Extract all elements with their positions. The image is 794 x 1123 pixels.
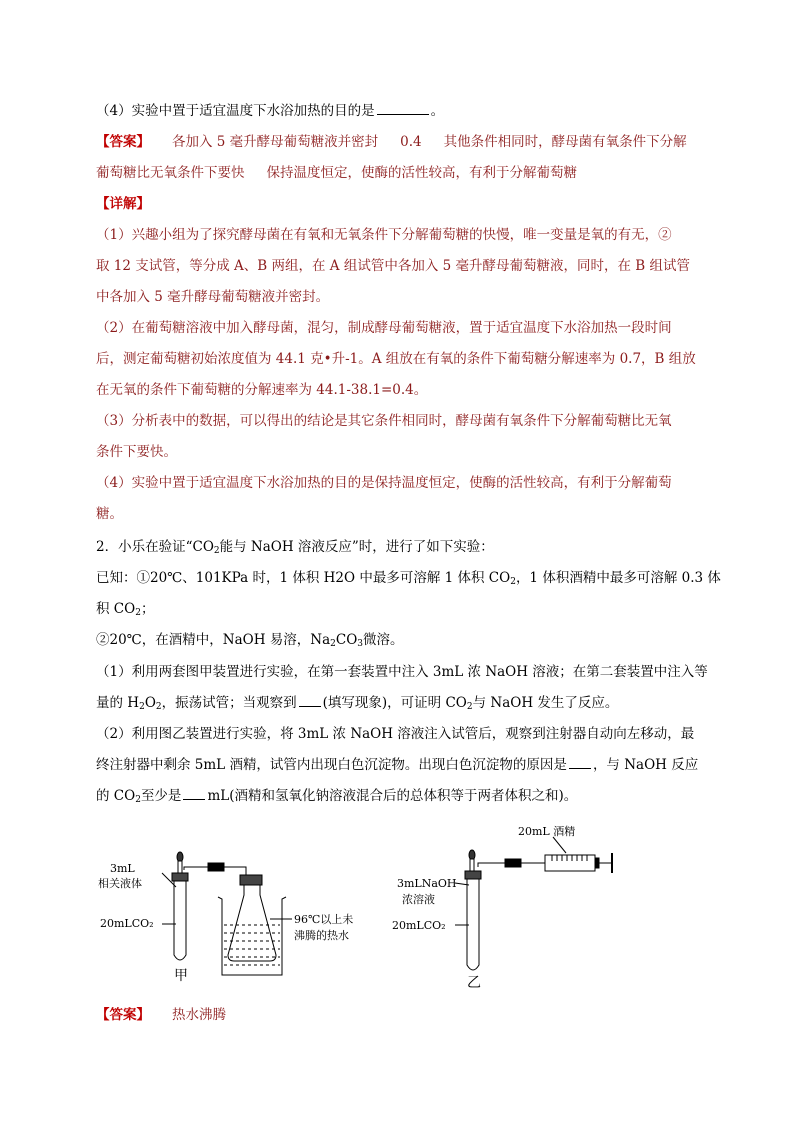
detail-line: 后，测定葡萄糖初始浓度值为 44.1 克•升-1。A 组放在有氧的条件下葡萄糖分解速率为 0.7，B 组放 xyxy=(96,351,696,367)
detail-line: （4）实验中置于适宜温度下水浴加热的目的是保持温度恒定，使酶的活性较高，有利于分解葡萄 xyxy=(96,475,672,491)
part-2-line-2: 终注射器中剩余 5mL 酒精，试管内出现白色沉淀物。出现白色沉淀物的原因是 ，与 NaOH 反应 xyxy=(96,757,699,773)
stopper xyxy=(172,873,188,881)
test-tube xyxy=(174,881,186,960)
hot-water xyxy=(224,925,280,965)
stopper xyxy=(465,871,481,879)
answer-blank xyxy=(377,102,429,115)
detail-line: 取 12 支试管，等分成 A、B 两组，在 A 组试管中各加入 5 毫升酵母葡萄糖液，同时，在 B 组试管 xyxy=(96,258,691,274)
part-2-line-1: （2）利用图乙装置进行实验，将 3mL 浓 NaOH 溶液注入试管后，观察到注射器自动向左移动，最 xyxy=(96,726,695,742)
beaker xyxy=(218,897,286,975)
yi-syringe-label: 20mL 酒精 xyxy=(518,825,576,838)
syringe-plunger-head xyxy=(595,858,599,868)
answer-tag: 【答案】 xyxy=(96,1007,150,1023)
answer-blank xyxy=(183,787,205,800)
flask-stopper xyxy=(240,875,262,885)
detail-heading xyxy=(96,194,150,214)
part-2-line-3: 的 $CO_2$至少是 mL(酒精和氢氧化钠溶液混合后的总体积等于两者体积之和)。 xyxy=(96,788,578,805)
jia-caption: 甲 xyxy=(174,968,188,984)
detail-line: 在无氧的条件下葡萄糖的分解速率为 44.1-38.1=0.4。 xyxy=(96,382,428,398)
known-line-2: 积 $CO_2$； xyxy=(96,601,155,618)
clip xyxy=(505,859,521,867)
known-line-1: 已知：①20℃、101KPa 时，1 体积 H2O 中最多可溶解 1 体积 $CO_2$，1 体积酒精中最多可溶解 0.3 体 xyxy=(96,570,721,587)
apparatus-yi xyxy=(455,837,612,970)
detail-line: （2）在葡萄糖溶液中加入酵母菌，混匀，制成酵母葡萄糖液，置于适宜温度下水浴加热一段时间 xyxy=(96,320,672,336)
detail-line: 中各加入 5 毫升酵母葡萄糖液并密封。 xyxy=(96,289,330,305)
answer-2-text: 热水沸腾 xyxy=(172,1007,226,1023)
part-1-line-1: （1）利用两套图甲装置进行实验，在第一套装置中注入 3mL 浓 NaOH 溶液；在第二套装置中注入等 xyxy=(96,664,708,680)
conical-flask xyxy=(228,885,276,961)
detail-line: 糖。 xyxy=(96,506,123,522)
known-line-3: ②20℃，在酒精中，NaOH 易溶，$Na_2CO_3$微溶。 xyxy=(96,632,404,649)
jia-water-label-1: 96℃以上未 xyxy=(294,913,354,926)
answer-blank xyxy=(569,756,591,769)
answer-line-2: 葡萄糖比无氧条件下要快 保持温度恒定，使酶的活性较高，有利于分解葡萄糖 xyxy=(96,165,577,181)
yi-liquid-label-2: 浓溶液 xyxy=(402,893,435,906)
answer-blank xyxy=(299,694,321,707)
yi-liquid-label-1: 3mLNaOH xyxy=(397,877,457,890)
clip xyxy=(208,863,224,871)
question-4: （4）实验中置于适宜温度下水浴加热的目的是 。 xyxy=(96,103,445,119)
detail-line: （3）分析表中的数据，可以得出的结论是其它条件相同时，酵母菌有氧条件下分解葡萄糖比无氧 xyxy=(96,413,672,429)
apparatus-figure xyxy=(0,815,794,995)
part-1-line-2: 量的 $H_2O_2$，振荡试管；当观察到 (填写现象)，可证明 $CO_2$与 NaOH 发生了反应。 xyxy=(96,695,619,712)
yi-caption: 乙 xyxy=(467,975,481,991)
jia-liquid-label-1: 3mL xyxy=(110,862,135,875)
question-2-title: 2．小乐在验证“$CO_2$能与 NaOH 溶液反应”时，进行了如下实验： xyxy=(96,539,494,556)
answer-tag: 【答案】 xyxy=(96,134,150,150)
detail-line: 条件下要快。 xyxy=(96,444,177,460)
yi-gas-label: 20mLCO₂ xyxy=(392,919,446,932)
jia-liquid-label-2: 相关液体 xyxy=(98,877,142,890)
detail-line: （1）兴趣小组为了探究酵母菌在有氧和无氧条件下分解葡萄糖的快慢，唯一变量是氧的有无，② xyxy=(96,227,672,243)
question-4-text: （4）实验中置于适宜温度下水浴加热的目的是 xyxy=(96,103,375,119)
jia-water-label-2: 沸腾的热水 xyxy=(294,929,349,942)
answer-2 xyxy=(96,1005,226,1025)
dropper-tube xyxy=(470,859,474,871)
apparatus-jia xyxy=(162,852,292,975)
jia-gas-label: 20mLCO₂ xyxy=(100,917,154,930)
answer-line-1: 【答案】 各加入 5 毫升酵母葡萄糖液并密封 0.4 其他条件相同时，酵母菌有氧条件下分解 xyxy=(96,134,687,150)
detail-tag: 【详解】 xyxy=(96,196,150,212)
